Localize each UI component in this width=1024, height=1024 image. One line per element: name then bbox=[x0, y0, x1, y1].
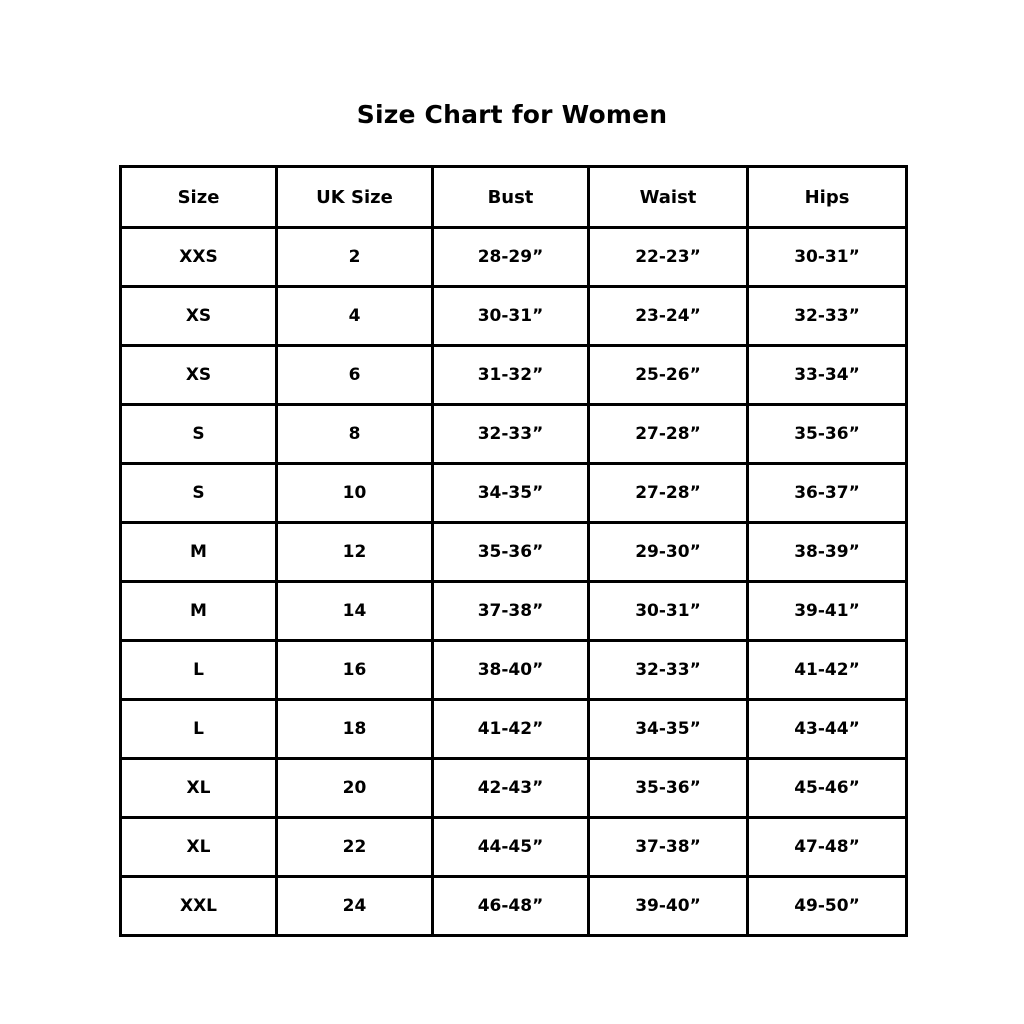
cell-uk-size: 10 bbox=[277, 464, 433, 523]
cell-bust: 30-31” bbox=[433, 287, 589, 346]
table-row bbox=[121, 405, 907, 464]
cell-uk-size: 4 bbox=[277, 287, 433, 346]
cell-uk-size: 16 bbox=[277, 641, 433, 700]
column-header-waist: Waist bbox=[589, 167, 748, 228]
cell-size: XXS bbox=[121, 228, 277, 287]
table-row bbox=[121, 582, 907, 641]
cell-uk-size: 20 bbox=[277, 759, 433, 818]
cell-bust: 44-45” bbox=[433, 818, 589, 877]
column-header-size: Size bbox=[121, 167, 277, 228]
cell-waist: 37-38” bbox=[589, 818, 748, 877]
cell-size: M bbox=[121, 523, 277, 582]
size-chart-table bbox=[119, 165, 908, 937]
cell-uk-size: 24 bbox=[277, 877, 433, 936]
cell-uk-size: 6 bbox=[277, 346, 433, 405]
cell-uk-size: 14 bbox=[277, 582, 433, 641]
table-header bbox=[121, 167, 907, 228]
cell-uk-size: 22 bbox=[277, 818, 433, 877]
table-row bbox=[121, 700, 907, 759]
cell-hips: 32-33” bbox=[748, 287, 907, 346]
cell-waist: 30-31” bbox=[589, 582, 748, 641]
cell-hips: 39-41” bbox=[748, 582, 907, 641]
cell-bust: 32-33” bbox=[433, 405, 589, 464]
cell-bust: 42-43” bbox=[433, 759, 589, 818]
table-row bbox=[121, 818, 907, 877]
cell-waist: 32-33” bbox=[589, 641, 748, 700]
cell-size: L bbox=[121, 700, 277, 759]
cell-hips: 43-44” bbox=[748, 700, 907, 759]
cell-size: XL bbox=[121, 818, 277, 877]
cell-waist: 35-36” bbox=[589, 759, 748, 818]
table-row bbox=[121, 228, 907, 287]
page-title: Size Chart for Women bbox=[356, 100, 668, 129]
table-row bbox=[121, 464, 907, 523]
cell-hips: 33-34” bbox=[748, 346, 907, 405]
cell-size: L bbox=[121, 641, 277, 700]
cell-waist: 23-24” bbox=[589, 287, 748, 346]
cell-waist: 25-26” bbox=[589, 346, 748, 405]
cell-size: XL bbox=[121, 759, 277, 818]
cell-hips: 38-39” bbox=[748, 523, 907, 582]
cell-hips: 30-31” bbox=[748, 228, 907, 287]
cell-size: S bbox=[121, 464, 277, 523]
cell-hips: 47-48” bbox=[748, 818, 907, 877]
cell-bust: 35-36” bbox=[433, 523, 589, 582]
cell-bust: 37-38” bbox=[433, 582, 589, 641]
cell-uk-size: 8 bbox=[277, 405, 433, 464]
cell-waist: 34-35” bbox=[589, 700, 748, 759]
cell-size: XS bbox=[121, 346, 277, 405]
cell-bust: 28-29” bbox=[433, 228, 589, 287]
cell-waist: 27-28” bbox=[589, 464, 748, 523]
cell-size: XXL bbox=[121, 877, 277, 936]
cell-bust: 38-40” bbox=[433, 641, 589, 700]
cell-bust: 34-35” bbox=[433, 464, 589, 523]
cell-hips: 35-36” bbox=[748, 405, 907, 464]
cell-uk-size: 12 bbox=[277, 523, 433, 582]
table-row bbox=[121, 641, 907, 700]
table-body bbox=[121, 228, 907, 936]
table-row bbox=[121, 523, 907, 582]
cell-waist: 39-40” bbox=[589, 877, 748, 936]
cell-waist: 27-28” bbox=[589, 405, 748, 464]
cell-waist: 22-23” bbox=[589, 228, 748, 287]
cell-bust: 31-32” bbox=[433, 346, 589, 405]
table-row bbox=[121, 287, 907, 346]
table-header-row bbox=[121, 167, 907, 228]
table-row bbox=[121, 346, 907, 405]
table-row bbox=[121, 759, 907, 818]
cell-uk-size: 18 bbox=[277, 700, 433, 759]
cell-size: M bbox=[121, 582, 277, 641]
cell-hips: 49-50” bbox=[748, 877, 907, 936]
size-chart-table-container bbox=[119, 165, 905, 937]
column-header-uk-size: UK Size bbox=[277, 167, 433, 228]
cell-hips: 41-42” bbox=[748, 641, 907, 700]
cell-uk-size: 2 bbox=[277, 228, 433, 287]
cell-size: S bbox=[121, 405, 277, 464]
cell-size: XS bbox=[121, 287, 277, 346]
cell-hips: 36-37” bbox=[748, 464, 907, 523]
cell-waist: 29-30” bbox=[589, 523, 748, 582]
column-header-hips: Hips bbox=[748, 167, 907, 228]
table-row bbox=[121, 877, 907, 936]
cell-bust: 41-42” bbox=[433, 700, 589, 759]
cell-hips: 45-46” bbox=[748, 759, 907, 818]
column-header-bust: Bust bbox=[433, 167, 589, 228]
cell-bust: 46-48” bbox=[433, 877, 589, 936]
